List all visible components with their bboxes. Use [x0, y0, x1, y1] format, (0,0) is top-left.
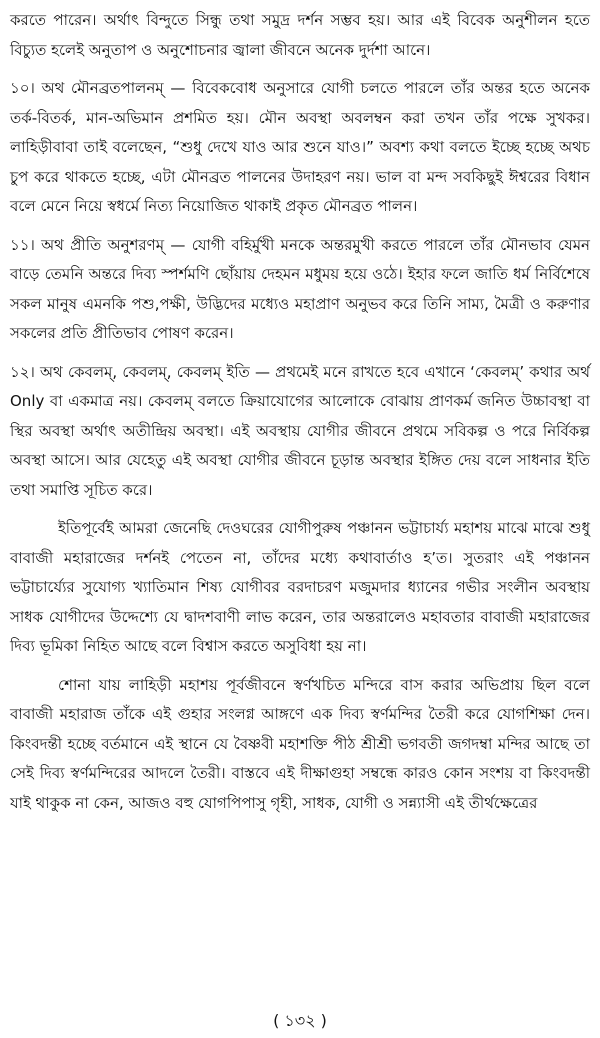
- paragraph-item-10: ১০। অথ মৌনব্রতপালনম্ — বিবেকবোধ অনুসারে যোগী চলতে পারলে তাঁর অন্তর হতে অনেক তর্ক-বিতর্ক, মান-অভিমান প্রশমিত হয়। মৌন অবস্থা অবলম্বন করা তখন তাঁর পক্ষে সুখকর। লাহিড়ীবাবা তাই বলেছেন, “শুধু দেখে যাও আর শুনে যাও।” অবশ্য কথা বলতে ইচ্ছে হচ্ছে অথচ চুপ করে থাকতে হচ্ছে, এটা মৌনব্রত পালনের উদাহরণ নয়। ভাল বা মন্দ সবকিছুই ঈশ্বরের বিধান বলে মেনে নিয়ে স্বধর্মে নিত্য নিয়োজিত থাকাই প্রকৃত মৌনব্রত পালন।: [10, 79, 590, 215]
- paragraph-panchanan: ইতিপূর্বেই আমরা জেনেছি দেওঘরের যোগীপুরুষ পঞ্চানন ভট্টাচার্য্য মহাশয় মাঝে মাঝে শুধু বাবাজী মহারাজের দর্শনই পেতেন না, তাঁদের মধ্যে কথাবার্তাও হ’ত। সুতরাং এই পঞ্চানন ভট্টাচার্য্যের সুযোগ্য খ্যাতিমান শিষ্য যোগীবর বরদাচরণ মজুমদার ধ্যানের গভীর সংলীন অবস্থায় সাধক যোগীদের উদ্দেশ্যে যে দ্বাদশবাণী লাভ করেন, তার অন্তরালেও মহাবতার বাবাজী মহারাজের দিব্য ভূমিকা নিহিত আছে বলে বিশ্বাস করতে অসুবিধা হয় না।: [10, 519, 590, 655]
- paragraph-item-11: ১১। অথ প্রীতি অনুশরণম্ — যোগী বহির্মুখী মনকে অন্তরমুখী করতে পারলে তাঁর মৌনভাব যেমন বাড়ে তেমনি অন্তরে দিব্য স্পর্শমণি ছোঁয়ায় দেহমন মধুময় হয়ে ওঠে। ইহার ফলে জাতি ধর্ম নির্বিশেষে সকল মানুষ এমনকি পশু,পক্ষী, উদ্ভিদের মধ্যেও মহাপ্রাণ অনুভব করে তিনি সাম্য, মৈত্রী ও করুণার সকলের প্রতি প্রীতিভাব পোষণ করেন।: [10, 235, 590, 342]
- paragraph-continuation: করতে পারেন। অর্থাৎ বিন্দুতে সিন্ধু তথা সমুদ্র দর্শন সম্ভব হয়। আর এই বিবেক অনুশীলন হতে বিচ্যুত হলেই অনুতাপ ও অনুশোচনার জ্বালা জীবনে অনেক দুর্দশা আনে।: [10, 11, 590, 59]
- paragraph-item-12: ১২। অথ কেবলম্, কেবলম্, কেবলম্ ইতি — প্রথমেই মনে রাখতে হবে এখানে ‘কেবলম্’ কথার অর্থ Only বা একমাত্র নয়। কেবলম্ বলতে ক্রিয়াযোগের আলোকে বোঝায় প্রাণকর্ম জনিত উচ্চাবস্থা বা স্থির অবস্থা অর্থাৎ অতীন্দ্রিয় অবস্থা। এই অবস্থায় যোগীর জীবনে প্রথমে সবিকল্প ও পরে নির্বিকল্প অবস্থা আসে। আর যেহেতু এই অবস্থা যোগীর জীবনে চূড়ান্ত অবস্থার ইঙ্গিত দেয় বলে সাধনার ইতি তথা সমাপ্তি সূচিত করে।: [10, 362, 590, 499]
- paragraph-lahiri: শোনা যায় লাহিড়ী মহাশয় পূর্বজীবনে স্বর্ণখচিত মন্দিরে বাস করার অভিপ্রায় ছিল বলে বাবাজী মহারাজ তাঁকে এই গুহার সংলগ্ন আঙ্গণে এক দিব্য স্বর্ণমন্দির তৈরী করে যোগশিক্ষা দেন। কিংবদন্তী হচ্ছে বর্তমানে এই স্থানে যে বৈষ্ণবী মহাশক্তি পীঠ শ্রীশ্রী ভগবতী জগদম্বা মন্দির আছে তা সেই দিব্য স্বর্ণমন্দিরের আদলে তৈরী। বাস্তবে এই দীক্ষাগুহা সম্বন্ধে কারও কোন সংশয় বা কিংবদন্তী যাই থাকুক না কেন, আজও বহু যোগপিপাসু গৃহী, সাধক, যোগী ও সন্ন্যাসী এই তীর্থক্ষেত্রের: [10, 675, 590, 812]
- page-number: ( ১৩২ ): [273, 1011, 327, 1030]
